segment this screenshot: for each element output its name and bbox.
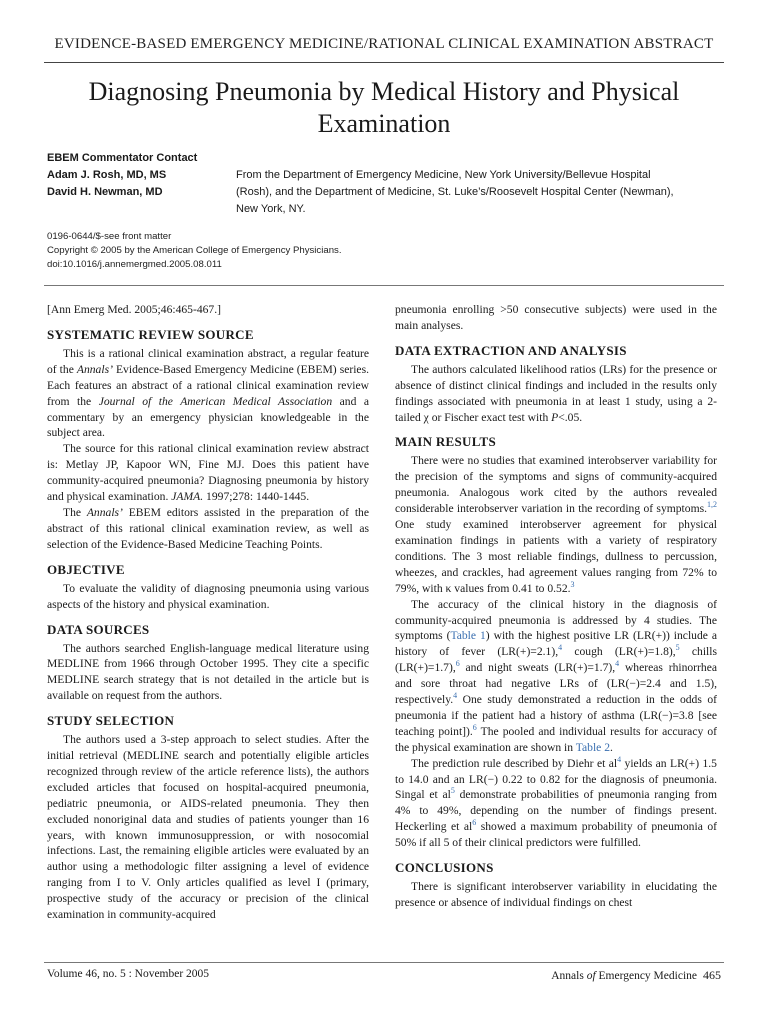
- objective-paragraph: To evaluate the validity of diagnosing pneumonia using various aspects of the history and physical examination.: [47, 581, 369, 611]
- table-2-link[interactable]: Table 2: [575, 740, 611, 754]
- extraction-paragraph: The authors calculated likelihood ratios (LRs) for the presence or absence of distinct clinical findings and included in the results only findings associated with pneumonia in at least 1 study, using a 2-tailed χ or Fischer exact test with P<.05.: [395, 362, 717, 424]
- reference-link[interactable]: 6: [455, 659, 460, 669]
- contacts-label: EBEM Commentator Contact: [47, 152, 198, 164]
- footer-volume: Volume 46, no. 5 : November 2005: [47, 968, 210, 980]
- heading-data-sources: DATA SOURCES: [47, 621, 150, 637]
- right-column: [395, 302, 717, 911]
- publication-info: [47, 230, 507, 272]
- footer-rule: [44, 962, 724, 963]
- author-newman: David H. Newman, MD: [47, 186, 163, 198]
- page-number: 465: [703, 968, 721, 982]
- reference-link[interactable]: 3: [570, 579, 575, 589]
- selection-continuation: pneumonia enrolling >50 consecutive subjects) were used in the main analyses.: [395, 303, 717, 332]
- affiliation: From the Department of Emergency Medicine, New York University/Bellevue Hospital (Rosh), and the Department of Medicine, St. Luke’s/Roosevelt Hospital Center (Newman), New York, NY.: [236, 169, 674, 215]
- reference-link[interactable]: 1,2: [707, 500, 717, 510]
- heading-study-selection: STUDY SELECTION: [47, 713, 175, 729]
- heading-data-extraction: DATA EXTRACTION AND ANALYSIS: [395, 342, 627, 358]
- body-top-rule: [44, 285, 724, 286]
- reference-link[interactable]: 6: [472, 722, 477, 732]
- reference-link[interactable]: 4: [558, 643, 563, 653]
- doi: doi:10.1016/j.annemergmed.2005.08.011: [47, 259, 222, 270]
- copyright: Copyright © 2005 by the American College of Emergency Physicians.: [47, 245, 342, 256]
- systematic-paragraph-1: This is a rational clinical examination abstract, a regular feature of the Annals’ Evidence-Based Emergency Medicine (EBEM) series. Each features an abstract of a rational clinical examination review from the Journal of the American Medical Association and a commentary by an emergency physician knowledgeable in the subject area.: [47, 346, 370, 440]
- results-paragraph-3: The prediction rule described by Diehr et $al^4$ yields an LR(+) 1.5 to 14.0 and an LR(−) 0.22 to 0.82 for the diagnosis of pneumonia. Singal et $al^5$ demonstrate probabilities of pneumonia ranging from 4% to 49%, depending on the number of findings present. Heckerling et $al^6$ showed a maximum probability of pneumonia of 50% if all 5 of their clinical predictors were fulfilled.: [395, 754, 717, 850]
- conclusions-paragraph: There is significant interobserver variability in elucidating the presence or absence of individual findings on chest: [395, 880, 717, 909]
- heading-main-results: MAIN RESULTS: [395, 434, 497, 450]
- systematic-paragraph-2: The source for this rational clinical examination review abstract is: Metlay JP, Kapoor WN, Fine MJ. Does this patient have community-acquired pneumonia? Diagnosing pneumonia by history and physical examination. JAMA. 1997;278: 1440-1445.: [47, 442, 369, 504]
- study-selection-paragraph: The authors used a 3-step approach to select studies. After the initial retrieval (MEDLINE search and potentially eligible articles recognized through review of the article reference lists), the authors excluded articles that focused on hospital-acquired pneumonia, pediatric pneumonia, or AIDS-related pneumonia. They then excluded nonoriginal data and studies of patients younger than 16 years, with known immunosuppression, or with nosocomial infections. Last, the remaining eligible articles were evaluated by an author using a methodologic filter assigning a level of evidence ranging from I to V. Only articles qualified as level I (primary, prospective study of the accuracy or precision of the clinical examination in community-acquired: [47, 733, 369, 922]
- reference-link[interactable]: 4: [617, 754, 622, 764]
- data-sources-paragraph: The authors searched English-language medical literature using MEDLINE from 1966 through October 1995. They cite a specific MEDLINE search strategy that is not detailed in the article but is available on request from the authors.: [47, 641, 369, 703]
- table-1-link[interactable]: Table 1: [450, 629, 486, 643]
- reference-link[interactable]: 5: [450, 786, 455, 796]
- heading-objective: OBJECTIVE: [47, 561, 125, 577]
- footer-journal: Annals of Emergency Medicine 465: [551, 968, 721, 982]
- results-paragraph-2: The accuracy of the clinical history in the diagnosis of community-acquired pneumonia is addressed by 4 studies. The symptoms (Table 1) with the highest positive LR (LR(+)) include a history of fever (LR(+)=2.1),$^4$ cough (LR(+)=1.8),$^5$ chills (LR(+)=1.7),$^6$ and night sweats (LR(+)=1.7),$^4$ whereas rhinorrhea and sore throat had negative LRs of (LR(−)=2.4 and 1.5), respectively.$^4$ One study demonstrated a reduction in the odds of pneumonia if the patient had a history of asthma (LR(−)=3.8 [see teaching point]).$^6$ The pooled and individual results for accuracy of the physical examination are shown in Table 2.: [395, 597, 717, 754]
- heading-systematic-review: SYSTEMATIC REVIEW SOURCE: [47, 326, 254, 342]
- heading-conclusions: CONCLUSIONS: [395, 860, 494, 876]
- citation: [Ann Emerg Med. 2005;46:465-467.]: [47, 303, 221, 316]
- article-title: Diagnosing Pneumonia by Medical History and Physical Examination: [88, 77, 680, 138]
- front-matter: 0196-0644/$-see front matter: [47, 231, 172, 242]
- left-column: [47, 302, 369, 923]
- results-paragraph-1: There were no studies that examined interobserver variability for the precision of the symptoms and signs of community-acquired pneumonia. Analogous work cited by the authors revealed considerable interobserver variation in the recording of symptoms.$^{1,2}$ One study examined interobserver agreement for physical examination findings in patients with a variety of respiratory conditions. The 3 most reliable findings, dullness to percussion, wheezes, and crackles, had agreement values ranging from 72% to 79%, with κ values from 0.41 to 0.52.$^3$: [395, 454, 717, 595]
- contacts-block: [47, 150, 237, 201]
- running-head: EVIDENCE-BASED EMERGENCY MEDICINE/RATIONAL CLINICAL EXAMINATION ABSTRACT: [54, 36, 714, 52]
- header-rule: [44, 62, 724, 63]
- reference-link[interactable]: 4: [615, 659, 620, 669]
- reference-link[interactable]: 4: [453, 691, 458, 701]
- reference-link[interactable]: 6: [472, 818, 477, 828]
- systematic-paragraph-3: The Annals’ EBEM editors assisted in the preparation of the abstract of this rational clinical examination review, as well as selection of the Evidence-Based Medicine Teaching Points.: [47, 505, 369, 551]
- author-rosh: Adam J. Rosh, MD, MS: [47, 169, 167, 181]
- reference-link[interactable]: 5: [675, 643, 680, 653]
